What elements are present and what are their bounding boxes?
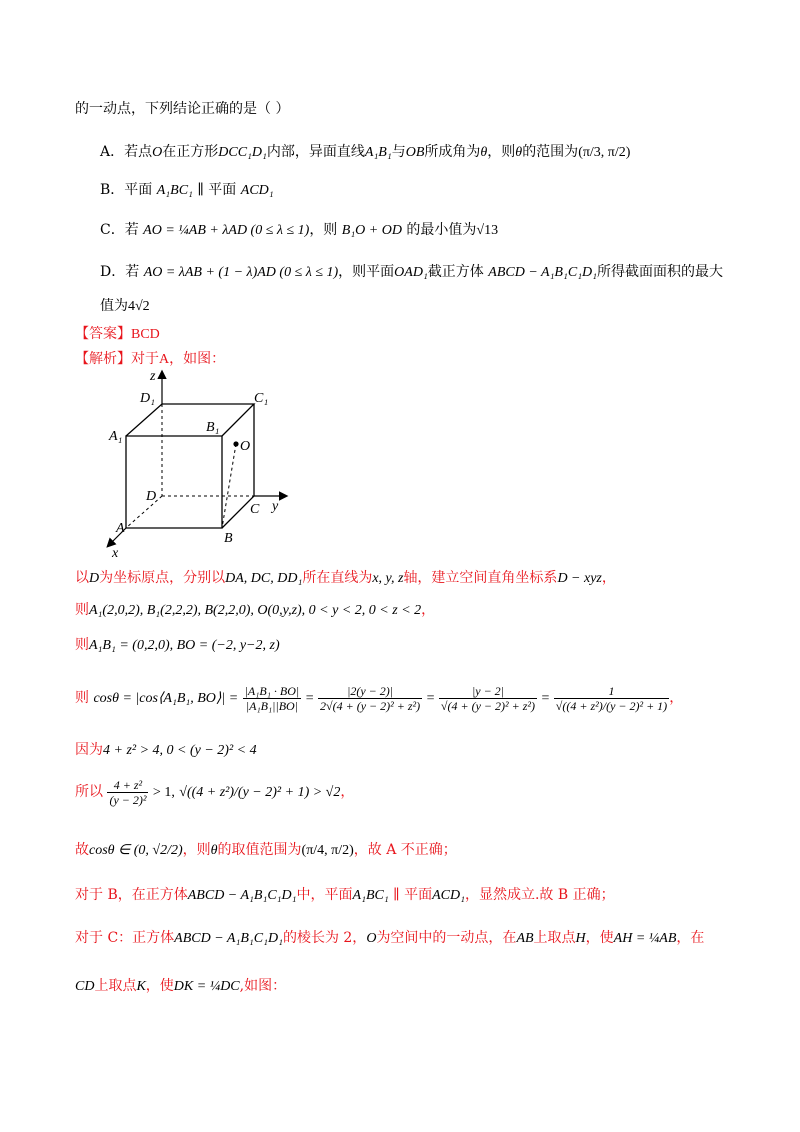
analysis-intro: 【解析】对于A，如图：	[75, 351, 226, 367]
frac-3: $\frac{|y - 2|}{\text{√(4 + (y − 2)² + z²)}}$	[440, 683, 535, 713]
label-d: D	[146, 489, 157, 504]
solution-line-7: 故cosθ ∈ (0, √2/2)，则θ的取值范围为(π/4, π/2)，故 A 不正确；	[75, 842, 457, 858]
solution-line-6: 所以 $\frac{\text{4 + z²}}{\text{(y − 2)²}}$ > 1, √((4 + z²)/(y − 2)² + 1) > √2，	[75, 777, 355, 807]
label-c: C	[250, 502, 260, 517]
option-b: B．平面 A₁BC₁ ∥ 平面 ACD₁	[100, 182, 274, 198]
frac-4: $\frac{1}{\text{√((4 + z²)/(y − 2)² + 1)}}$	[555, 683, 668, 713]
label-x: x	[112, 546, 119, 561]
label-b1: B₁	[206, 420, 220, 435]
question-intro: 的一动点，下列结论正确的是（ ）	[75, 101, 290, 117]
frac-5: $\frac{\text{4 + z²}}{\text{(y − 2)²}}$	[109, 777, 147, 807]
option-d-line2: 值为4√2	[100, 298, 150, 314]
cube-front-face	[126, 436, 222, 528]
label-y: y	[272, 499, 279, 514]
solution-line-2: 则A₁(2,0,2), B₁(2,2,2), B(2,2,0), O(0,y,z), 0 < y < 2, 0 < z < 2，	[75, 602, 436, 618]
cube-figure	[104, 366, 304, 561]
hidden-edge-da	[126, 496, 162, 528]
solution-line-4: 则 cosθ = |cos⟨A₁B₁, BO⟩| = $\frac{\text{|A₁B₁ · BO|}}{\text{|A₁B₁||BO|}}$ = $\frac{|2(y - 2)|}{\text{2√(4 + (y − 2)² + z²)}}$ = $\frac{|y - 2|}{\text{√(4 + (y − 2)² + z²)}}$ = $\frac{1}{\text{√((4 + z²)/(y − 2)² + 1)}}$ ，	[75, 683, 684, 713]
solution-line-10: CD上取点K，使DK = ¼DC,如图：	[75, 978, 287, 994]
label-o: O	[240, 439, 251, 454]
solution-line-3: 则A₁B₁ = (0,2,0), BO = (−2, y−2, z)	[75, 637, 280, 653]
frac-1: $\frac{\text{|A₁B₁ · BO|}}{\text{|A₁B₁||BO|}}$	[244, 683, 300, 713]
cube-top-face	[126, 404, 254, 436]
option-d: D．若 AO = λAB + (1 − λ)AD (0 ≤ λ ≤ 1)，则平面OAD₁截正方体 ABCD − A₁B₁C₁D₁所得截面面积的最大	[100, 264, 724, 280]
label-a: A	[116, 521, 125, 536]
label-b: B	[224, 531, 233, 546]
solution-line-5: 因为4 + z² > 4, 0 < (y − 2)² < 4	[75, 742, 257, 758]
solution-line-9: 对于 C：正方体ABCD − A₁B₁C₁D₁的棱长为 2，O为空间中的一动点，在AB上取点H，使AH = ¼AB，在	[75, 930, 705, 946]
solution-line-8: 对于 B，在正方体ABCD − A₁B₁C₁D₁中，平面A₁BC₁ ∥ 平面ACD₁，显然成立.故 B 正确；	[75, 887, 615, 903]
point-o	[233, 441, 238, 446]
option-a: A．若点O在正方形DCC₁D₁内部，异面直线A₁B₁与OB所成角为θ，则θ的范围为(π/3, π/2)	[100, 144, 631, 160]
frac-2: $\frac{|2(y - 2)|}{\text{2√(4 + (y − 2)² + z²)}}$	[320, 683, 421, 713]
answer-label: 【答案】	[75, 326, 131, 342]
solution-line-1: 以D为坐标原点，分别以DA, DC, DD₁所在直线为x, y, z轴，建立空间直角坐标系D − xyz，	[75, 570, 616, 586]
label-z: z	[150, 369, 156, 384]
label-c1: C₁	[254, 391, 269, 406]
label-a1: A₁	[109, 429, 123, 444]
answer-value: BCD	[131, 327, 160, 342]
answer-line	[75, 324, 160, 345]
option-c: C．若 AO = ¼AB + λAD (0 ≤ λ ≤ 1)，则 B₁O + OD 的最小值为√13	[100, 222, 499, 238]
label-d1: D₁	[140, 391, 155, 406]
